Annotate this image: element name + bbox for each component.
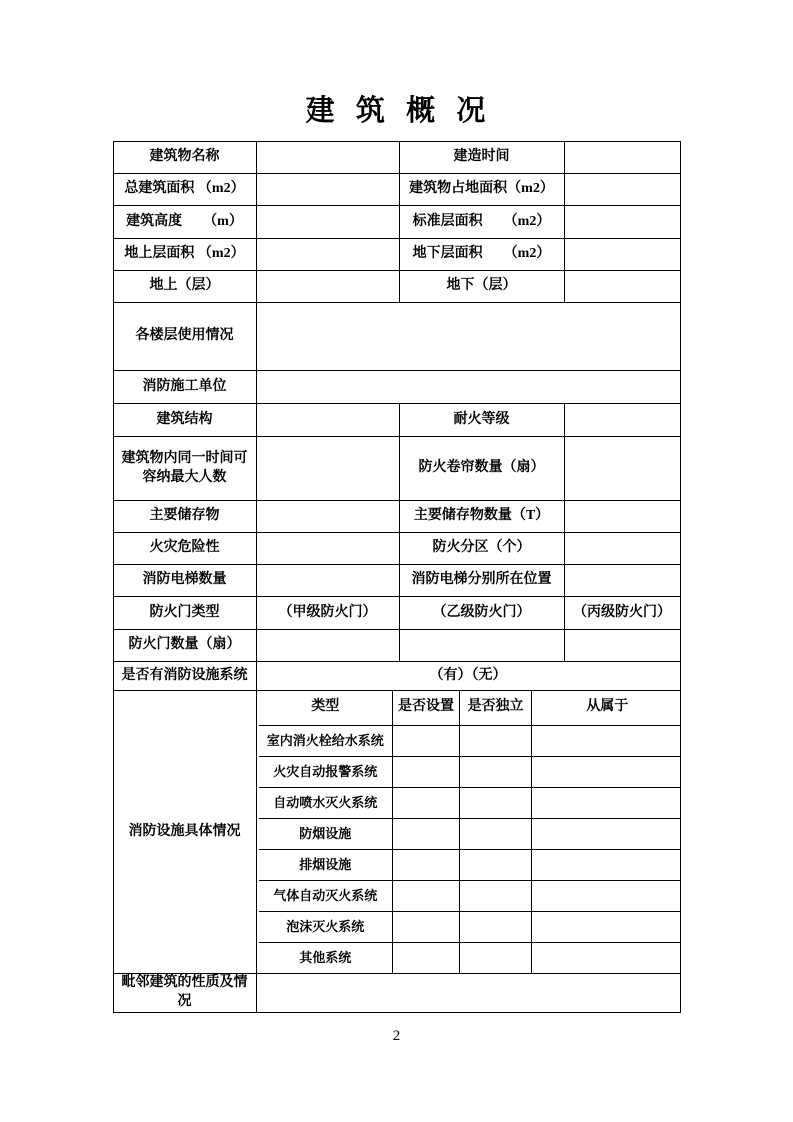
page-number: 2 (392, 1027, 401, 1044)
label-below-ground-area: 地下层面积 （m2） (399, 239, 564, 271)
label-storage-qty: 主要储存物数量（T） (399, 501, 564, 533)
subordinate-cell[interactable] (532, 787, 681, 818)
is-set-cell[interactable] (393, 911, 460, 942)
max-occupancy-value[interactable] (256, 437, 399, 501)
row-elevators (113, 565, 680, 597)
subordinate-cell[interactable] (532, 880, 681, 911)
is-independent-cell[interactable] (460, 849, 532, 880)
hazard-value[interactable] (256, 533, 399, 565)
label-door-count: 防火门数量（扇） (113, 630, 256, 662)
label-building-height: 建筑高度 （m） (113, 206, 256, 239)
facility-name: 自动喷水灭火系统 (259, 787, 393, 818)
row-door-type (113, 597, 680, 630)
row-hazard (113, 533, 680, 565)
door-count-a-value[interactable] (256, 630, 399, 662)
subordinate-cell[interactable] (532, 849, 681, 880)
label-fire-rating: 耐火等级 (399, 404, 564, 437)
header-type: 类型 (259, 691, 393, 725)
label-structure: 建筑结构 (113, 404, 256, 437)
floor-usage-value[interactable] (256, 303, 680, 371)
label-compartments: 防火分区（个） (399, 533, 564, 565)
row-structure (113, 404, 680, 437)
label-floors-below: 地下（层） (399, 271, 564, 303)
label-standard-floor-area: 标准层面积 （m2） (399, 206, 564, 239)
floors-below-value[interactable] (564, 271, 680, 303)
storage-value[interactable] (256, 501, 399, 533)
header-is-set: 是否设置 (393, 691, 460, 725)
storage-qty-value[interactable] (564, 501, 680, 533)
subordinate-cell[interactable] (532, 942, 681, 973)
label-adjacent-buildings: 毗邻建筑的性质及情况 (113, 974, 256, 1013)
row-fire-construction-unit (113, 371, 680, 404)
is-set-cell[interactable] (393, 880, 460, 911)
fire-construction-unit-value[interactable] (256, 371, 680, 404)
facility-name: 其他系统 (259, 942, 393, 973)
label-elevator-locations: 消防电梯分别所在位置 (399, 565, 564, 597)
row-max-occupancy (113, 437, 680, 501)
is-set-cell[interactable] (393, 818, 460, 849)
door-count-b-value[interactable] (399, 630, 564, 662)
is-set-cell[interactable] (393, 787, 460, 818)
building-name-value[interactable] (256, 142, 399, 174)
shutter-count-value[interactable] (564, 437, 680, 501)
label-total-area: 总建筑面积 （m2） (113, 174, 256, 206)
is-set-cell[interactable] (393, 756, 460, 787)
construction-time-value[interactable] (564, 142, 680, 174)
row-has-system (113, 662, 680, 691)
facility-name: 泡沫灭火系统 (259, 911, 393, 942)
subordinate-cell[interactable] (532, 818, 681, 849)
facilities-subtable (259, 691, 681, 973)
door-class-a-label: （甲级防火门） (256, 597, 399, 630)
is-independent-cell[interactable] (460, 911, 532, 942)
subordinate-cell[interactable] (532, 725, 681, 756)
above-ground-area-value[interactable] (256, 239, 399, 271)
facility-name: 气体自动灭火系统 (259, 880, 393, 911)
is-set-cell[interactable] (393, 725, 460, 756)
elevator-locations-value[interactable] (564, 565, 680, 597)
total-area-value[interactable] (256, 174, 399, 206)
label-floor-usage: 各楼层使用情况 (113, 303, 256, 371)
label-storage: 主要储存物 (113, 501, 256, 533)
label-building-name: 建筑物名称 (113, 142, 256, 174)
row-adjacent (113, 974, 680, 1013)
standard-floor-area-value[interactable] (564, 206, 680, 239)
compartments-value[interactable] (564, 533, 680, 565)
header-is-independent: 是否独立 (460, 691, 532, 725)
facility-row (259, 849, 681, 880)
facility-name: 防烟设施 (259, 818, 393, 849)
elevator-count-value[interactable] (256, 565, 399, 597)
label-elevator-count: 消防电梯数量 (113, 565, 256, 597)
label-door-type: 防火门类型 (113, 597, 256, 630)
row-height (113, 206, 680, 239)
is-independent-cell[interactable] (460, 787, 532, 818)
facility-row (259, 725, 681, 756)
label-shutter-count: 防火卷帘数量（扇） (399, 437, 564, 501)
footprint-area-value[interactable] (564, 174, 680, 206)
building-overview-table (113, 141, 681, 1013)
row-total-area (113, 174, 680, 206)
facilities-subtable-cell (256, 691, 680, 974)
door-count-c-value[interactable] (564, 630, 680, 662)
subordinate-cell[interactable] (532, 756, 681, 787)
adjacent-buildings-value[interactable] (256, 974, 680, 1013)
facility-row (259, 942, 681, 973)
facility-row (259, 818, 681, 849)
facility-row (259, 911, 681, 942)
is-independent-cell[interactable] (460, 880, 532, 911)
door-class-b-label: （乙级防火门） (399, 597, 564, 630)
facilities-header-row (259, 691, 681, 725)
facility-name: 火灾自动报警系统 (259, 756, 393, 787)
row-floor-usage (113, 303, 680, 371)
label-fire-construction-unit: 消防施工单位 (113, 371, 256, 404)
is-set-cell[interactable] (393, 942, 460, 973)
building-height-value[interactable] (256, 206, 399, 239)
row-facilities (113, 691, 680, 974)
row-above-area (113, 239, 680, 271)
floors-above-value[interactable] (256, 271, 399, 303)
fire-rating-value[interactable] (564, 404, 680, 437)
facility-name: 室内消火栓给水系统 (259, 725, 393, 756)
label-footprint-area: 建筑物占地面积（m2） (399, 174, 564, 206)
row-door-count (113, 630, 680, 662)
is-independent-cell[interactable] (460, 818, 532, 849)
structure-value[interactable] (256, 404, 399, 437)
door-class-c-label: （丙级防火门） (564, 597, 680, 630)
label-floors-above: 地上（层） (113, 271, 256, 303)
label-hazard: 火灾危险性 (113, 533, 256, 565)
has-system-options[interactable]: （有）（无） (256, 662, 680, 691)
facility-row (259, 756, 681, 787)
is-independent-cell[interactable] (460, 756, 532, 787)
header-subordinate: 从属于 (532, 691, 681, 725)
is-independent-cell[interactable] (460, 725, 532, 756)
facility-row (259, 880, 681, 911)
row-storage (113, 501, 680, 533)
label-construction-time: 建造时间 (399, 142, 564, 174)
label-has-system: 是否有消防设施系统 (113, 662, 256, 691)
is-independent-cell[interactable] (460, 942, 532, 973)
label-max-occupancy: 建筑物内同一时间可容纳最大人数 (113, 437, 256, 501)
facility-row (259, 787, 681, 818)
subordinate-cell[interactable] (532, 911, 681, 942)
facility-name: 排烟设施 (259, 849, 393, 880)
row-floors (113, 271, 680, 303)
label-facilities: 消防设施具体情况 (113, 691, 256, 974)
label-above-ground-area: 地上层面积 （m2） (113, 239, 256, 271)
below-ground-area-value[interactable] (564, 239, 680, 271)
is-set-cell[interactable] (393, 849, 460, 880)
page-title: 建 筑 概 况 (305, 95, 488, 127)
row-building-name (113, 142, 680, 174)
